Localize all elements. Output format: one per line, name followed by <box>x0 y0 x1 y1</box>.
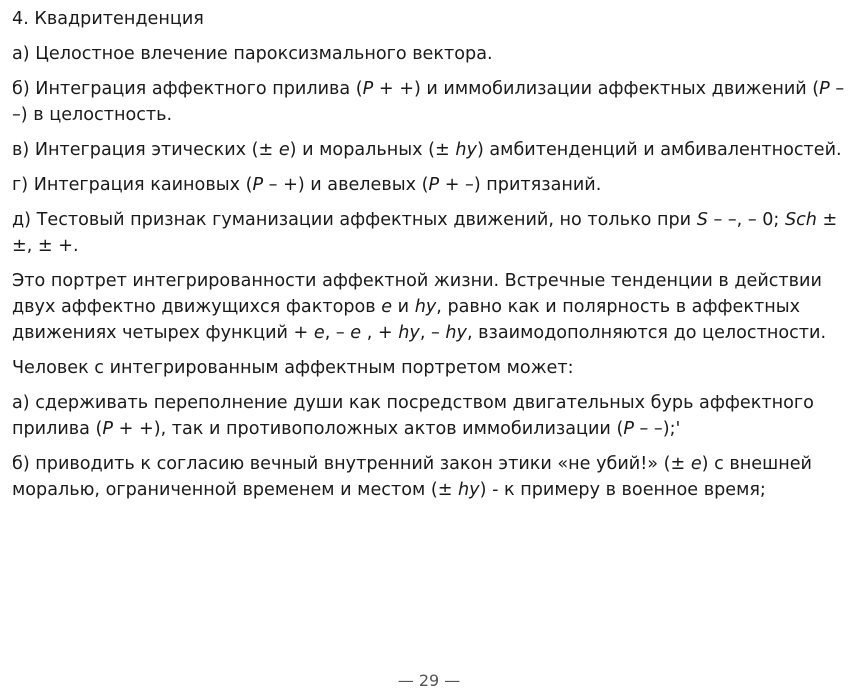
italic-symbol: P <box>252 175 264 195</box>
text-segment: и <box>392 297 415 317</box>
text-segment: а) Целостное влечение пароксизмального вектора. <box>12 44 493 64</box>
text-segment: – +) и авелевых ( <box>263 175 429 195</box>
paragraph <box>12 207 846 259</box>
paragraph <box>12 76 846 128</box>
italic-symbol: e <box>381 297 393 317</box>
italic-symbol: P <box>362 79 374 99</box>
italic-symbol: P <box>428 175 440 195</box>
page-number: — 29 — <box>397 671 461 690</box>
paragraph <box>12 390 846 442</box>
italic-symbol: hy <box>458 480 480 500</box>
italic-symbol: S <box>696 210 708 230</box>
text-segment: – –, – 0; <box>707 210 785 230</box>
paragraph <box>12 451 846 503</box>
paragraph <box>12 137 846 163</box>
italic-symbol: e <box>278 140 290 160</box>
text-segment: – –);' <box>633 419 681 439</box>
paragraph <box>12 172 846 198</box>
text-segment: + +) и иммобилизации аффектных движений ( <box>373 79 820 99</box>
italic-symbol: e <box>690 454 702 474</box>
text-segment: д) Тестовый признак гуманизации аффектных движений, но только при <box>12 210 697 230</box>
text-segment: в) Интеграция этических (± <box>12 140 279 160</box>
italic-symbol: hy <box>445 323 467 343</box>
italic-symbol: hy <box>398 323 420 343</box>
text-segment: Человек с интегрированным аффектным портретом может: <box>12 358 574 378</box>
text-segment: ) и моральных (± <box>289 140 456 160</box>
text-segment: – –) в целостность. <box>12 79 845 125</box>
italic-symbol: hy <box>414 297 437 317</box>
text-segment: ) с внешней моралью, ограниченной временем и местом (± <box>12 454 812 500</box>
text-segment: + –) притязаний. <box>439 175 602 195</box>
document-page <box>12 6 846 503</box>
paragraph <box>12 268 846 346</box>
text-segment: , взаимодополняются до целостности. <box>466 323 827 343</box>
italic-symbol: P <box>102 419 114 439</box>
text-segment: а) сдерживать переполнение души как посредством двигательных бурь аффектного прилива ( <box>12 393 814 439</box>
text-segment: Это портрет интегрированности аффектной жизни. Встречные тенденции в действии двух аффектно движущихся факторов <box>12 271 822 317</box>
text-segment: г) Интеграция каиновых ( <box>12 175 253 195</box>
paragraph <box>12 41 846 67</box>
text-segment: , + <box>361 323 399 343</box>
text-segment: , – <box>324 323 351 343</box>
text-segment: б) Интеграция аффектного прилива ( <box>12 79 363 99</box>
text-segment: ± ±, ± +. <box>12 210 838 256</box>
text-segment: + +), так и противоположных актов иммобилизации ( <box>113 419 624 439</box>
italic-symbol: hy <box>455 140 477 160</box>
italic-symbol: e <box>350 323 362 343</box>
paragraph <box>12 355 846 381</box>
italic-symbol: Sch <box>784 210 817 230</box>
text-segment: , равно как и полярность в аффектных движениях четырех функций + <box>12 297 801 343</box>
text-segment: , – <box>419 323 446 343</box>
italic-symbol: P <box>819 79 830 99</box>
text-segment: ) - к примеру в военное время; <box>479 480 766 500</box>
italic-symbol: e <box>313 323 325 343</box>
section-heading: 4. Квадритенденция <box>12 9 204 29</box>
italic-symbol: P <box>623 419 634 439</box>
text-segment: б) приводить к согласию вечный внутренний закон этики «не убий!» (± <box>12 454 691 474</box>
text-segment: ) амбитенденций и амбивалентностей. <box>476 140 842 160</box>
document-body <box>12 41 846 503</box>
